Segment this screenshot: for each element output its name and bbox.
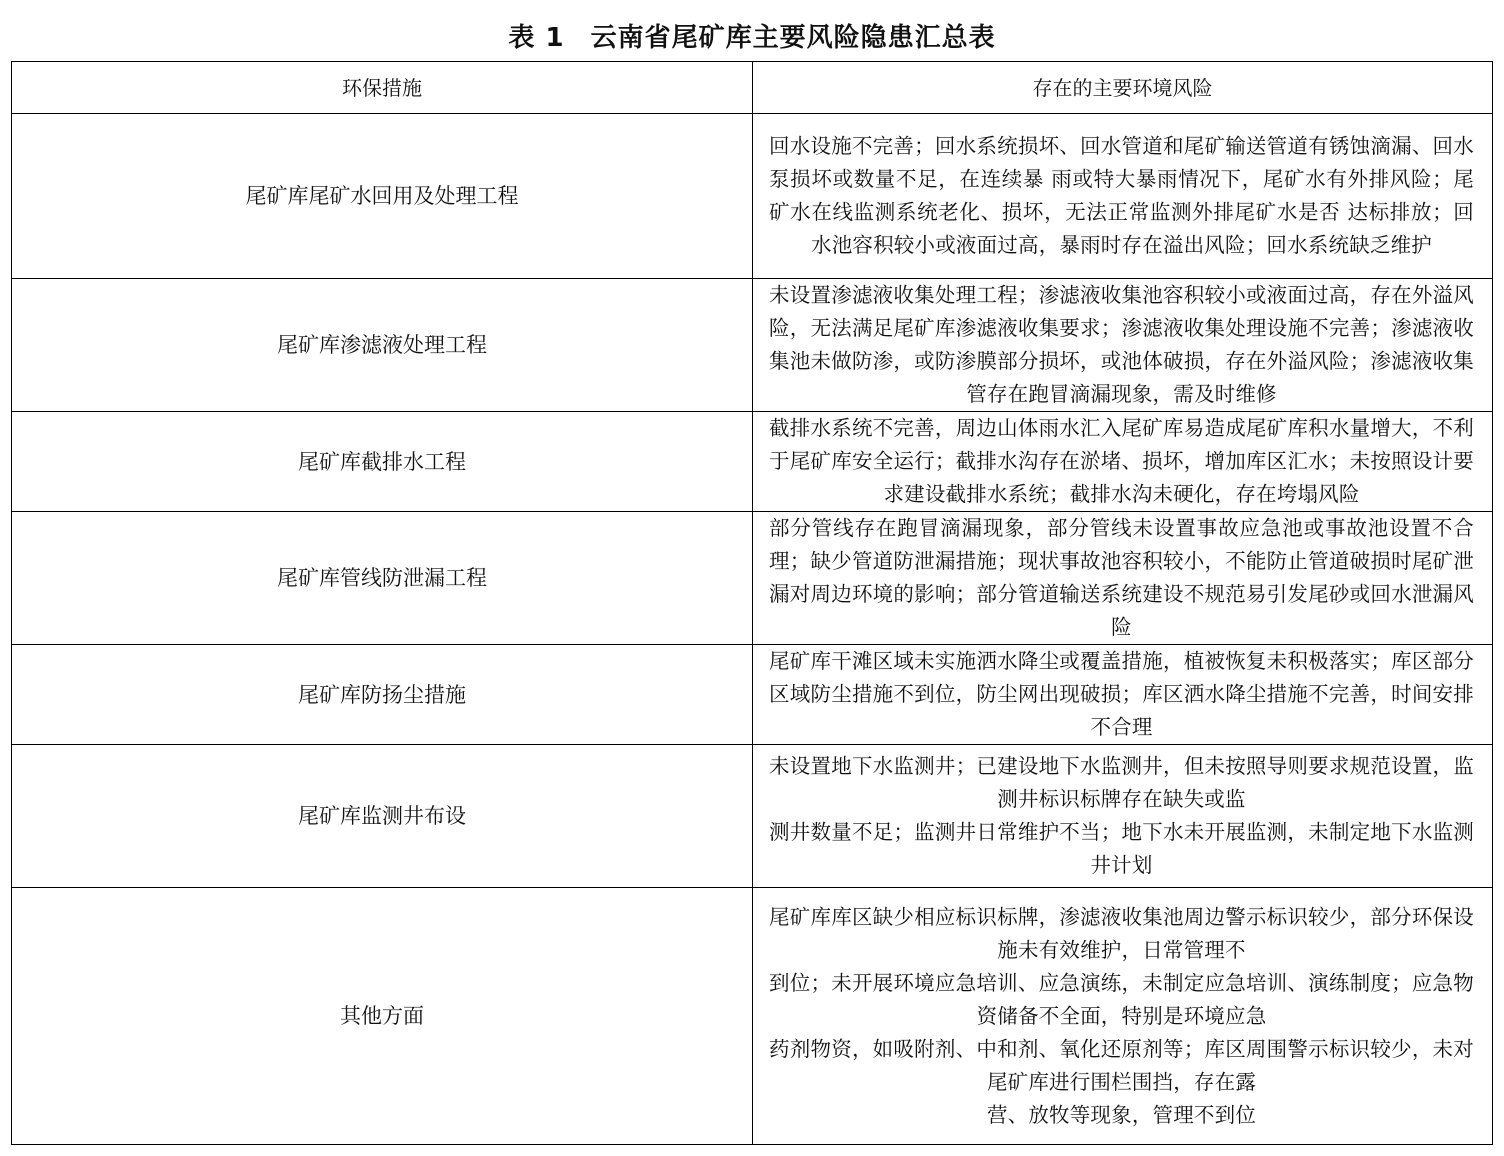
measure-cell: 尾矿库管线防泄漏工程 xyxy=(12,512,753,645)
table-row xyxy=(12,888,1493,1145)
measure-cell: 尾矿库截排水工程 xyxy=(12,412,753,512)
header-risks: 存在的主要环境风险 xyxy=(753,62,1493,114)
risk-text: 到位；未开展环境应急培训、应急演练，未制定应急培训、演练制度；应急物资储备不全面，特别是环境应急 xyxy=(769,970,1474,1028)
table-row xyxy=(12,279,1493,412)
risk-text: 营、放牧等现象，管理不到位 xyxy=(986,1102,1257,1127)
risk-summary-table xyxy=(11,61,1493,1145)
table-caption: 云南省尾矿库主要风险隐患汇总表 xyxy=(590,23,996,53)
table-row xyxy=(12,114,1493,279)
measure-cell: 其他方面 xyxy=(12,888,753,1145)
risk-cell xyxy=(753,512,1493,645)
measure-cell: 尾矿库尾矿水回用及处理工程 xyxy=(12,114,753,279)
risk-cell xyxy=(753,114,1493,279)
table-number: 表 1 xyxy=(508,23,565,53)
risk-text: 未设置地下水监测井；已建设地下水监测井，但未按照导则要求规范设置，监测井标识标牌存在缺失或监 xyxy=(769,754,1474,811)
table-title xyxy=(0,18,1504,58)
risk-text: 尾矿库干滩区域未实施洒水降尘或覆盖措施，植被恢复未积极落实；库区部分区域防尘措施不到位，防尘网出现破损；库区洒水降尘措施不完善，时间安排不合理 xyxy=(769,649,1474,739)
header-row xyxy=(12,62,1493,114)
risk-text: 未设置渗滤液收集处理工程；渗滤液收集池容积较小或液面过高，存在外溢风险，无法满足尾矿库渗滤液收集要求；渗滤液收集处理设施不完善；渗滤液收集池未做防渗，或防渗膜部分损坏，或池体破损，存在外溢风险；渗滤液收集管存在跑冒滴漏现象，需及时维修 xyxy=(769,283,1474,406)
risk-text: 测井数量不足；监测井日常维护不当；地下水未开展监测，未制定地下水监测井计划 xyxy=(769,820,1474,877)
risk-cell xyxy=(753,279,1493,412)
table-row xyxy=(12,412,1493,512)
risk-text: 尾矿库库区缺少相应标识标牌，渗滤液收集池周边警示标识较少，部分环保设施未有效维护，日常管理不 xyxy=(769,904,1474,962)
table-row xyxy=(12,745,1493,888)
risk-text: 部分管线存在跑冒滴漏现象，部分管线未设置事故应急池或事故池设置不合理；缺少管道防泄漏措施；现状事故池容积较小，不能防止管道破损时尾矿泄漏对周边环境的影响；部分管道输送系统建设不规范易引发尾砂或回水泄漏风险 xyxy=(769,516,1474,639)
risk-text: 药剂物资，如吸附剂、中和剂、氧化还原剂等；库区周围警示标识较少，未对尾矿库进行围栏围挡，存在露 xyxy=(769,1036,1474,1094)
table-row xyxy=(12,512,1493,645)
measure-cell: 尾矿库监测井布设 xyxy=(12,745,753,888)
measure-cell: 尾矿库防扬尘措施 xyxy=(12,645,753,745)
header-measures: 环保措施 xyxy=(12,62,753,114)
risk-text: 回水设施不完善；回水系统损坏、回水管道和尾矿输送管道有锈蚀滴漏、回水泵损坏或数量不足，在连续暴 雨或特大暴雨情况下，尾矿水有外排风险；尾矿水在线监测系统老化、损坏，无法正常监测外排尾矿水是否 达标排放；回水池容积较小或液面过高，暴雨时存在溢出风险；回水系统缺乏维护 xyxy=(769,134,1474,257)
risk-cell xyxy=(753,412,1493,512)
risk-cell xyxy=(753,645,1493,745)
table-row xyxy=(12,645,1493,745)
risk-cell xyxy=(753,745,1493,888)
risk-text: 截排水系统不完善，周边山体雨水汇入尾矿库易造成尾矿库积水量增大，不利于尾矿库安全运行；截排水沟存在淤堵、损坏，增加库区汇水；未按照设计要求建设截排水系统；截排水沟未硬化，存在垮塌风险 xyxy=(769,416,1474,506)
measure-cell: 尾矿库渗滤液处理工程 xyxy=(12,279,753,412)
risk-cell xyxy=(753,888,1493,1145)
